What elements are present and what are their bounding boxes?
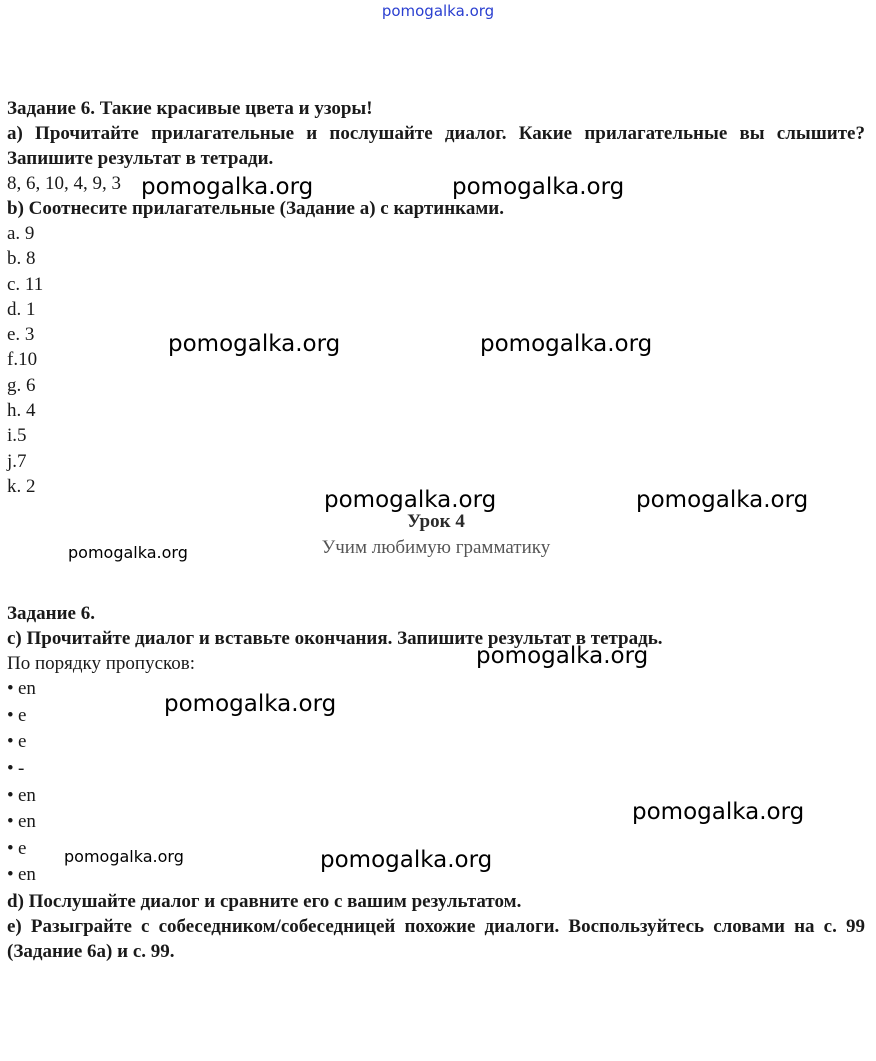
watermark: pomogalka.org [64,847,184,866]
task-c-instruction: c) Прочитайте диалог и вставьте окончания. Запишите результат в тетрадь. [7,628,663,650]
watermark: pomogalka.org [320,847,493,873]
task-b-instruction: b) Соотнесите прилагательные (Задание а) с картинками. [7,198,504,219]
list-item: • e [7,703,865,730]
lesson-title: Урок 4 [407,511,465,533]
list-item: b. 8 [7,248,36,270]
watermark: pomogalka.org [68,543,188,562]
bullet-icon: • [7,758,14,780]
watermark: pomogalka.org [168,331,341,357]
site-header-link[interactable]: pomogalka.org [381,2,495,20]
list-item: h. 4 [7,400,36,422]
bullet-icon: • [7,864,14,886]
bullet-icon: • [7,811,14,833]
list-item: c. 11 [7,273,44,295]
watermark: pomogalka.org [636,487,809,513]
task-title-2: Задание 6. [7,603,95,625]
task-c-intro: По порядку пропусков: [7,653,196,675]
list-item: a. 9 [7,223,35,244]
lesson-subtitle: Учим любимую грамматику [321,537,551,559]
task-a-answer: 8, 6, 10, 4, 9, 3 [7,173,121,194]
list-item: • en [7,809,865,836]
task-d-instruction: d) Послушайте диалог и сравните его с вашим результатом. [7,891,522,913]
watermark: pomogalka.org [324,487,497,513]
bullet-icon: • [7,678,14,700]
task-a-instruction: a) Прочитайте прилагательные и послушайте диалог. Какие прилагательные вы слышите? Запишите результат в тетради. [7,123,865,169]
list-item: • en [7,783,865,810]
list-item: g. 6 [7,374,36,396]
watermark: pomogalka.org [632,799,805,825]
watermark: pomogalka.org [476,643,649,669]
task-b-answer-list [7,221,865,499]
bullet-icon: • [7,837,14,859]
task-e-instruction: e) Разыграйте с собеседником/собеседницей похожие диалоги. Воспользуйтесь словами на с. 99 (Задание 6а) и с. 99. [7,916,865,963]
watermark: pomogalka.org [164,691,337,717]
watermark: pomogalka.org [452,174,625,200]
list-item: d. 1 [7,298,36,320]
list-item: j.7 [7,450,27,472]
list-item: • - [7,756,865,783]
list-item: • en [7,676,865,703]
document-page [7,96,865,964]
bullet-icon: • [7,784,14,806]
task-title: Задание 6. Такие красивые цвета и узоры! [7,98,373,119]
list-item: • e [7,836,865,863]
list-item: i.5 [7,425,27,447]
list-item: e. 3 [7,324,35,346]
bullet-icon: • [7,731,14,753]
list-item: f.10 [7,349,38,371]
list-item: • e [7,729,865,756]
bullet-icon: • [7,704,14,726]
watermark: pomogalka.org [141,174,314,200]
watermark: pomogalka.org [480,331,653,357]
list-item: • en [7,862,865,889]
list-item: k. 2 [7,475,36,497]
